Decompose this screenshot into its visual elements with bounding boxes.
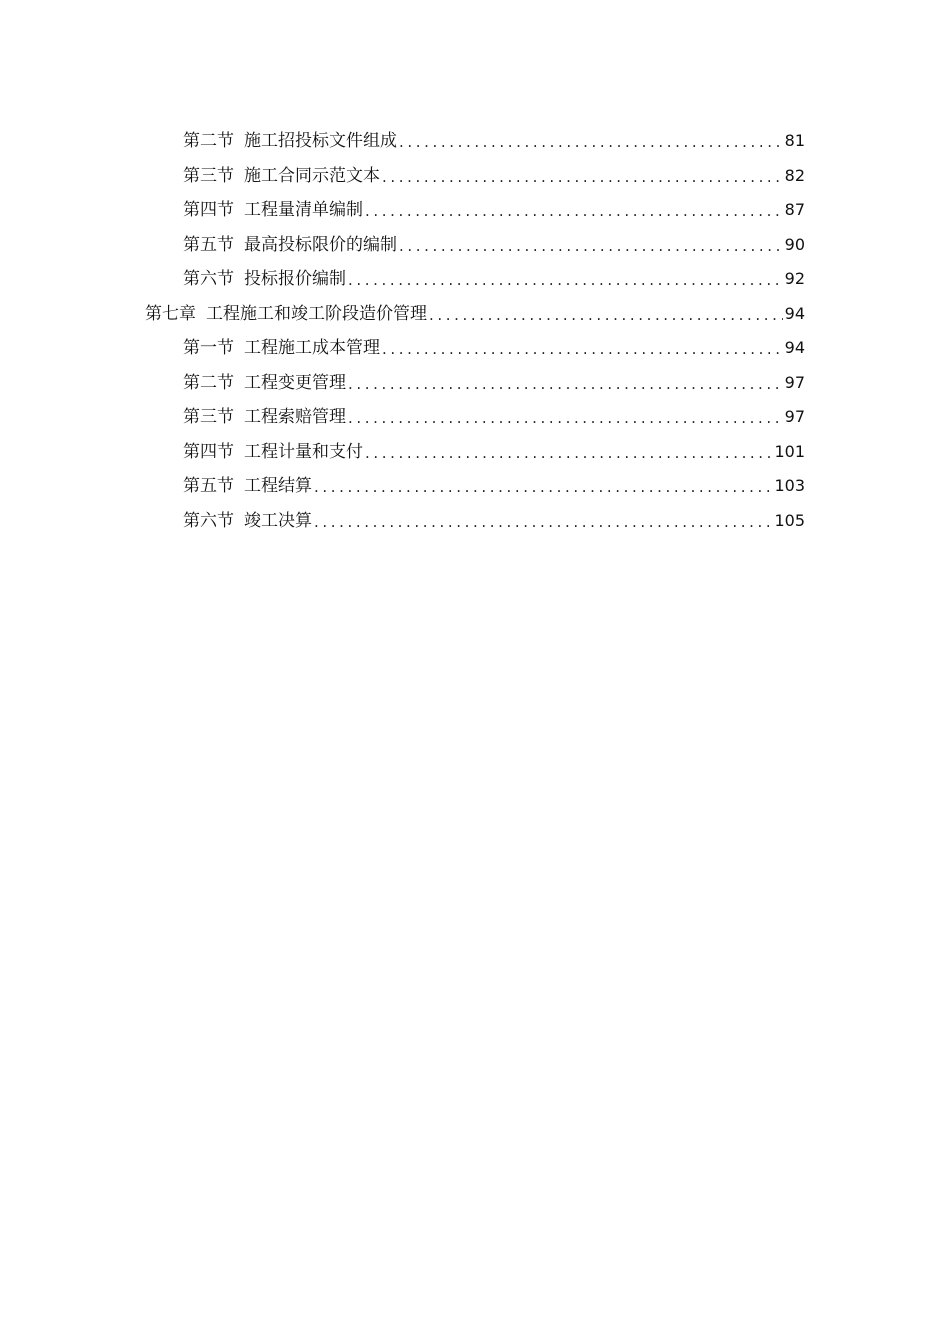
toc-entry-title: 施工招投标文件组成: [244, 131, 397, 151]
toc-entry-page: 87: [784, 200, 805, 219]
toc-entry-page: 97: [784, 407, 805, 426]
toc-entry[interactable]: [183, 327, 805, 359]
toc-entry-page: 101: [774, 441, 805, 461]
toc-dot-leader: [399, 132, 783, 152]
toc-dot-leader: [382, 167, 783, 187]
toc-entry-page: 82: [784, 165, 805, 185]
toc-dot-leader: [314, 477, 772, 497]
toc-entry-number: 第四节: [183, 200, 234, 220]
toc-entry[interactable]: [183, 120, 805, 152]
toc-entry-number: 第四节: [183, 441, 234, 462]
toc-entry-page: 92: [784, 269, 805, 288]
toc-entry-title: 施工合同示范文本: [244, 165, 380, 186]
toc-dot-leader: [314, 512, 772, 532]
toc-entry-title: 工程施工成本管理: [244, 338, 380, 358]
toc-entry-title: 工程施工和竣工阶段造价管理: [206, 303, 427, 324]
toc-entry-number: 第七章: [145, 303, 196, 324]
toc-entry-number: 第六节: [183, 510, 234, 531]
toc-entry-page: 81: [784, 131, 805, 150]
toc-chapter-entry[interactable]: [145, 293, 805, 325]
toc-entry[interactable]: [183, 155, 805, 187]
toc-entry-title: 投标报价编制: [244, 269, 346, 289]
toc-dot-leader: [429, 305, 783, 325]
toc-entry-title: 竣工决算: [244, 510, 312, 531]
toc-entry-number: 第五节: [183, 476, 234, 496]
toc-dot-leader: [365, 443, 772, 463]
toc-entry-page: 94: [784, 303, 805, 323]
toc-dot-leader: [348, 270, 783, 290]
toc-entry-title: 工程结算: [244, 476, 312, 496]
toc-entry-page: 105: [774, 510, 805, 530]
toc-entry-number: 第五节: [183, 234, 234, 255]
toc-entry-title: 工程索赔管理: [244, 407, 346, 427]
toc-entry-number: 第六节: [183, 269, 234, 289]
toc-entry-page: 94: [784, 338, 805, 357]
toc-entry-number: 第三节: [183, 165, 234, 186]
toc-dot-leader: [365, 201, 783, 221]
toc-entry[interactable]: [183, 362, 805, 394]
toc-entry[interactable]: [183, 465, 805, 497]
toc-entry-number: 第二节: [183, 372, 234, 393]
toc-entry[interactable]: [183, 500, 805, 532]
toc-entry[interactable]: [183, 189, 805, 221]
toc-entry-page: 90: [784, 234, 805, 254]
toc-entry-title: 工程变更管理: [244, 372, 346, 393]
toc-dot-leader: [382, 339, 783, 359]
toc-entry-page: 103: [774, 476, 805, 495]
toc-entry[interactable]: [183, 431, 805, 463]
toc-entry[interactable]: [183, 396, 805, 428]
toc-entry-title: 工程量清单编制: [244, 200, 363, 220]
toc-entry-number: 第一节: [183, 338, 234, 358]
toc-dot-leader: [348, 374, 783, 394]
toc-entry[interactable]: [183, 224, 805, 256]
toc-entry-number: 第二节: [183, 131, 234, 151]
toc-dot-leader: [348, 408, 783, 428]
toc-entry-number: 第三节: [183, 407, 234, 427]
toc-entry-page: 97: [784, 372, 805, 392]
toc-dot-leader: [399, 236, 783, 256]
toc-entry-title: 工程计量和支付: [244, 441, 363, 462]
toc-entry-title: 最高投标限价的编制: [244, 234, 397, 255]
toc-entry[interactable]: [183, 258, 805, 290]
